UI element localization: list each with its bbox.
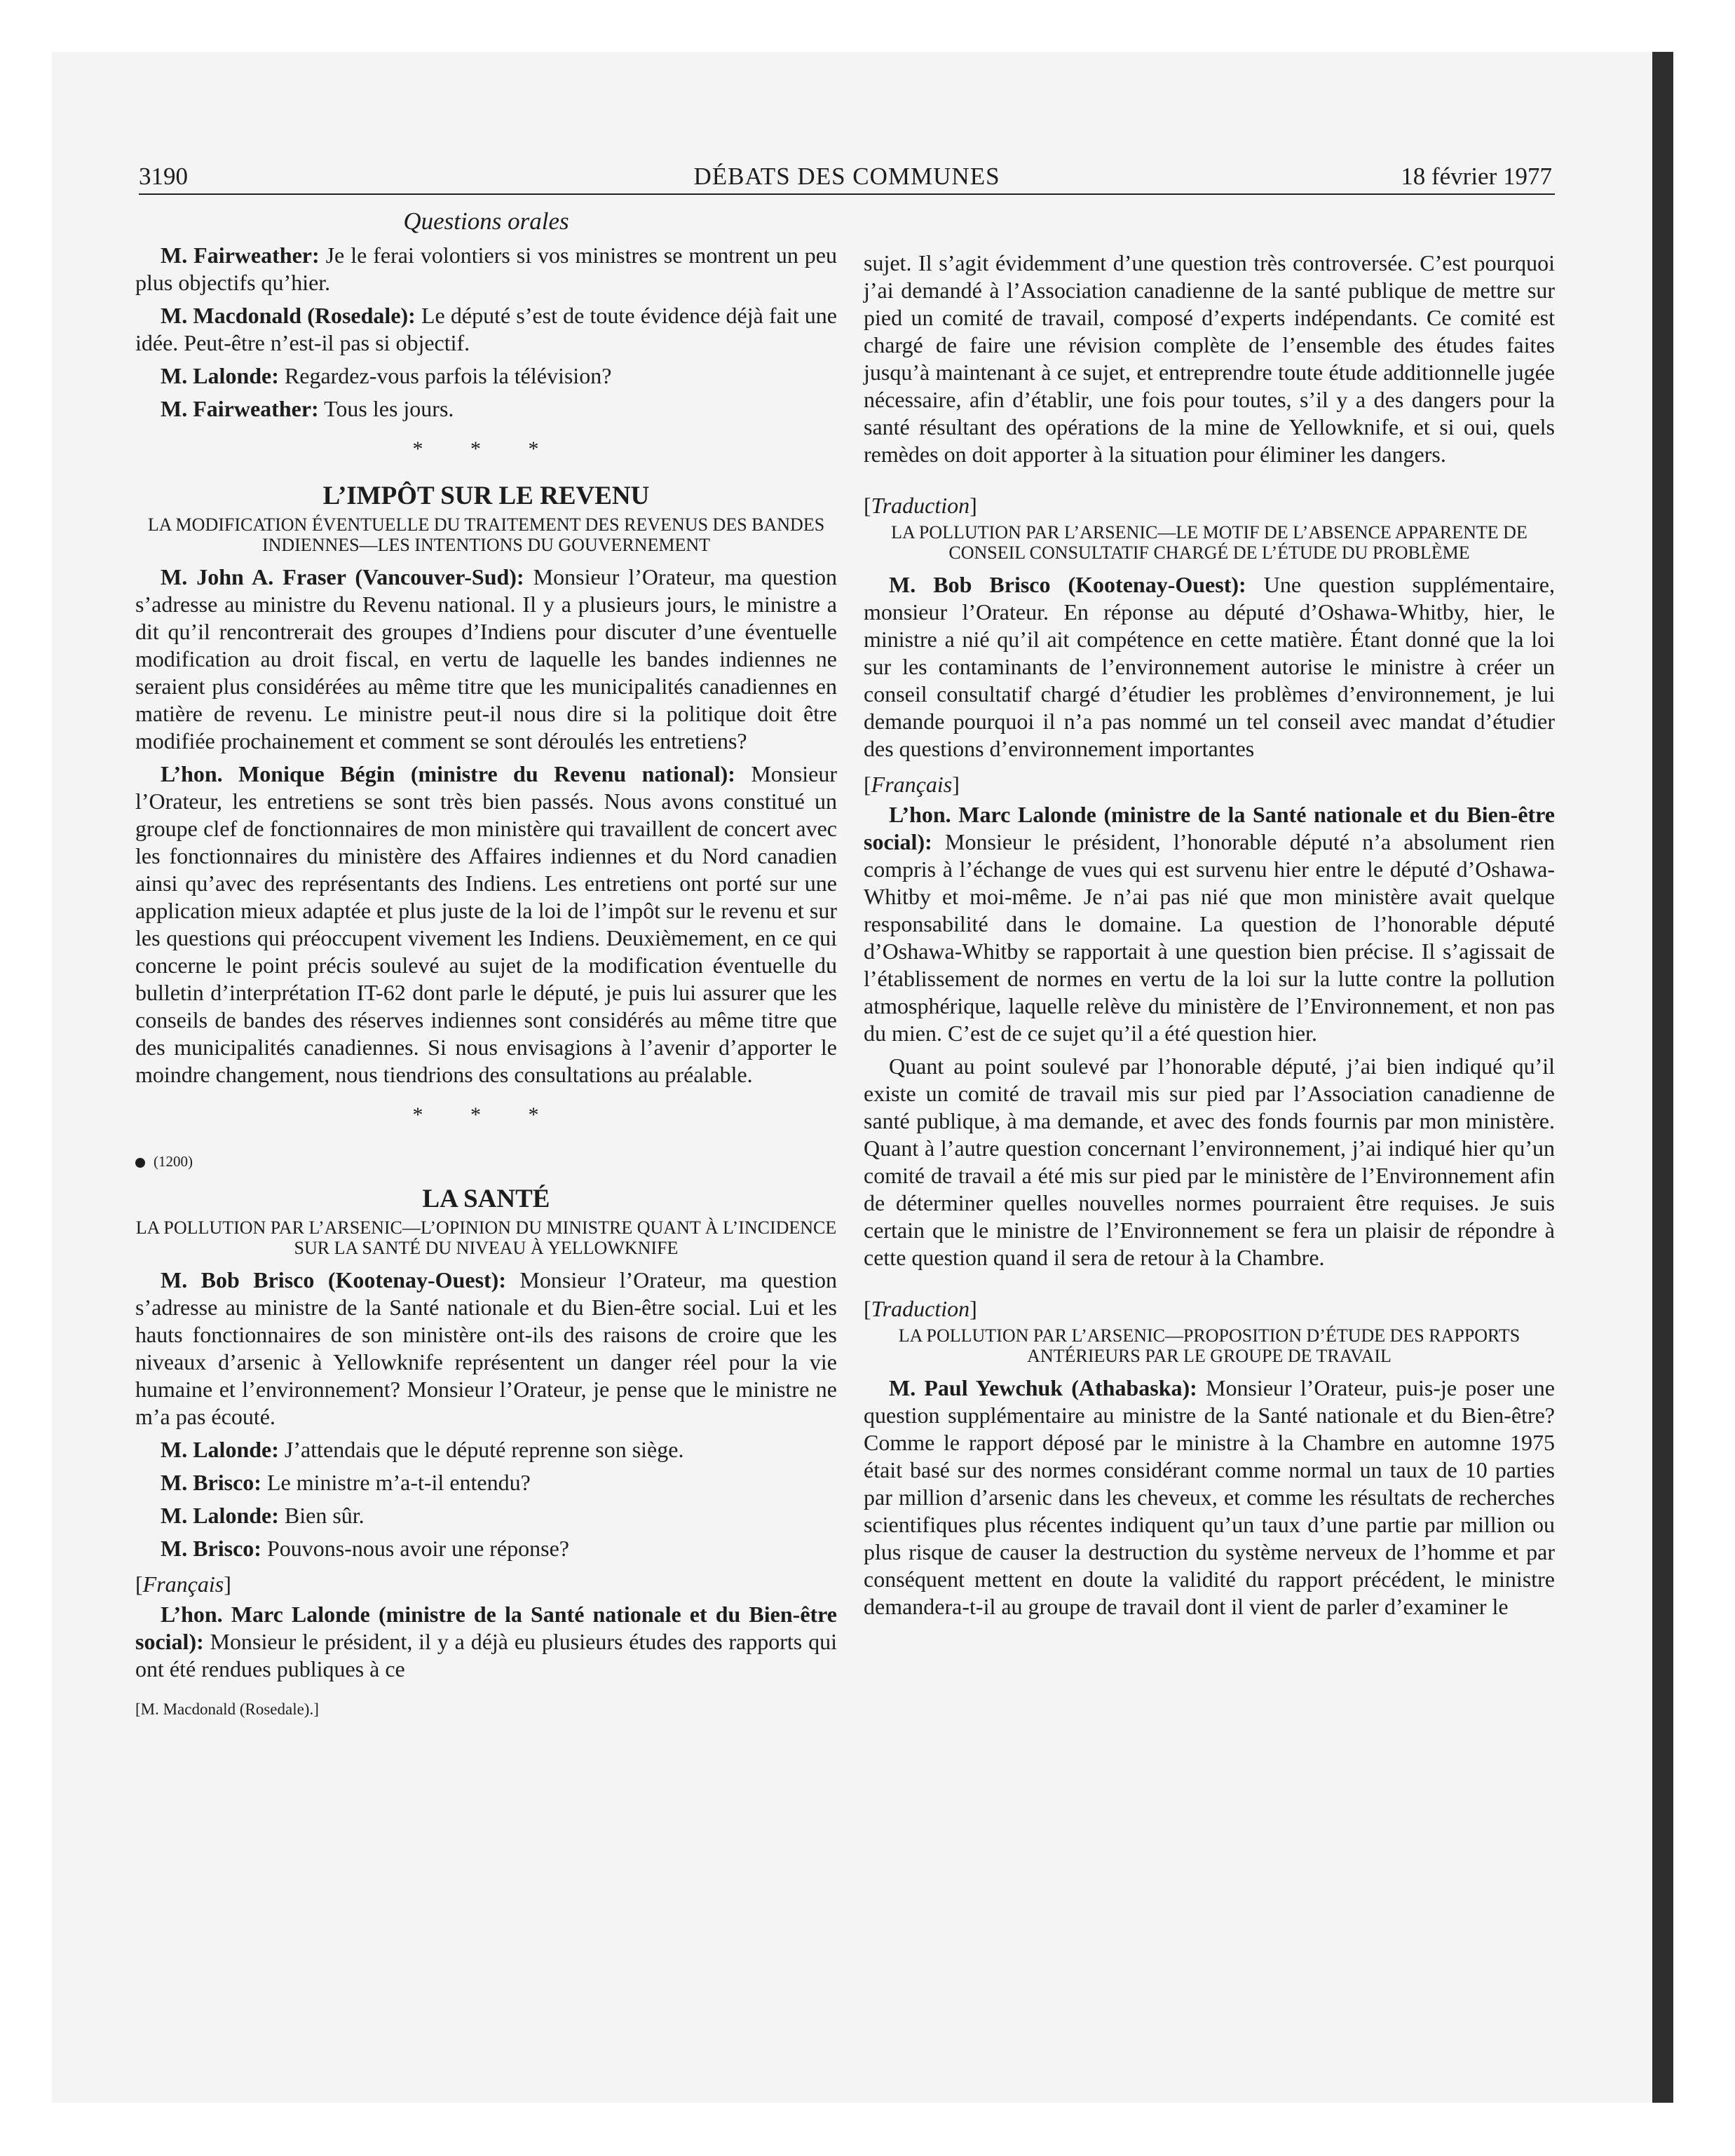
- language-marker: [Traduction]: [864, 493, 977, 518]
- speech-text: sujet. Il s’agit évidemment d’une question très controversée. C’est pourquoi j’ai demandé à l’Association canadienne de la santé publique de mettre sur pied un comité de travail, composé d’experts indépendants. Ce comité est chargé de faire une révision complète de l’ensemble des études faites jusqu’à maintenant à ce sujet, et entreprendre toute étude additionnelle jugée nécessaire, afin d’établir, une fois pour toutes, s’il y a des dangers pour la santé résultant des opérations de la mine de Yellowknife, et si oui, quels remèdes on doit apporter à la situation pour éliminer les dangers.: [864, 250, 1555, 467]
- section-separator: * * *: [412, 437, 560, 460]
- section-heading: L’IMPÔT SUR LE REVENU: [322, 482, 650, 510]
- speech-text: Pouvons-nous avoir une réponse?: [261, 1536, 569, 1561]
- speaker-name: M. Fairweather:: [161, 243, 320, 268]
- speaker-name: M. Brisco:: [161, 1536, 261, 1561]
- speaker-name: M. John A. Fraser (Vancouver-Sud):: [161, 564, 524, 589]
- speaker-name: M. Macdonald (Rosedale):: [161, 303, 416, 328]
- speech-text: Une question supplémentaire, monsieur l’Orateur. En réponse au député d’Oshawa-Whitby, hier, le ministre a nié qu’il ait compétence en cette matière. Étant donné que la loi sur les contaminants de l’environnement autorise le ministre à créer un conseil consultatif chargé d’étudier les problèmes d’environnement, je lui demande pourquoi il n’a pas nommé un tel conseil avec mandat d’étudier des questions d’environnement importantes: [864, 572, 1556, 761]
- paragraph: [864, 250, 1555, 468]
- paragraph: [135, 1502, 837, 1529]
- speech-text: Monsieur l’Orateur, puis-je poser une question supplémentaire au ministre de la Santé nationale et du Bien-être? Comme le rapport déposé par le ministre à la Chambre en automne 1975 était basé sur des normes considérant comme normal un taux de 10 parties par million d’arsenic dans les cheveux, et comme les résultats de recherches scientifiques plus récentes indiquent qu’un taux d’une partie par million ou plus risque de causer la destruction du système nerveux de l’homme et par conséquent mettent en doute la validité du rapport précédent, le ministre demandera-t-il au groupe de travail dont il vient de parler d’examiner le: [864, 1375, 1556, 1619]
- speech-text: Monsieur l’Orateur, ma question s’adresse au ministre de la Santé nationale et du Bien-être social. Lui et les hauts fonctionnaires de son ministère ont-ils des raisons de croire que les niveaux d’arsenic à Yellowknife représentent un danger réel pour la vie humaine et l’environnement? Monsieur l’Orateur, je pense que le ministre ne m’a pas écouté.: [135, 1267, 838, 1429]
- language-marker: [Français]: [135, 1571, 231, 1597]
- speech-text: Le député s’est de toute évidence déjà fait une idée. Peut-être n’est-il pas si objectif.: [135, 303, 838, 355]
- paragraph: [135, 1469, 837, 1496]
- speech-text: J’attendais que le député reprenne son siège.: [278, 1437, 684, 1462]
- time-marker: [135, 1148, 837, 1175]
- paragraph: [864, 1053, 1555, 1271]
- speech-text: Tous les jours.: [318, 396, 454, 421]
- paragraph: [135, 564, 837, 755]
- bullet-dot-icon: [135, 1158, 145, 1168]
- speaker-name: M. Lalonde:: [161, 1437, 279, 1462]
- paragraph: [864, 1374, 1555, 1621]
- speaker-name: L’hon. Marc Lalonde (ministre de la Santé nationale et du Bien-être social):: [864, 802, 1555, 854]
- speech-text: Monsieur le président, l’honorable député n’a absolument rien compris à l’échange de vues qui est survenu hier entre le député d’Oshawa-Whitby et moi-même. Je n’ai pas nié que mon ministère avait quelque responsabilité dans le domaine. La question de l’honorable député d’Oshawa-Whitby se rapportait à une question bien précise. Il s’agissait de l’établissement de normes en vertu de la loi sur la lutte contre la pollution atmosphérique, laquelle relève du ministère de l’Environnement, et non pas du mien. C’est de ce sujet qu’il a été question hier.: [864, 829, 1555, 1046]
- paragraph: [864, 801, 1555, 1047]
- speech-text: Monsieur l’Orateur, les entretiens se sont très bien passés. Nous avons constitué un groupe clef de fonctionnaires de mon ministère qui travaillent de concert avec les fonctionnaires du ministère des Affaires indiennes et du Nord canadien ainsi qu’avec des représentants des Indiens. Les entretiens ont porté sur une application mieux adaptée et plus juste de la loi de l’impôt sur le revenu et sur les questions qui préoccupent vivement les Indiens. Deuxièmement, en ce qui concerne le point précis soulevé au sujet de la modification éventuelle du bulletin d’interprétation IT-62 dont parle le député, je puis lui assurer que les conseils de bandes des réserves indiennes sont considérés au même titre que des municipalités canadiennes. Si nous envisagions à l’avenir d’apporter le moindre changement, nous tiendrions des consultations au préalable.: [135, 761, 838, 1087]
- paragraph: [135, 302, 837, 357]
- paragraph: [135, 1601, 837, 1683]
- section-subheading: LA POLLUTION PAR L’ARSENIC—LE MOTIF DE L’ABSENCE APPARENTE DE CONSEIL CONSULTATIF CHARGÉ DE L’ÉTUDE DU PROBLÈME: [891, 522, 1528, 563]
- speech-text: Le ministre m’a-t-il entendu?: [261, 1470, 531, 1495]
- language-label: Traduction: [871, 493, 970, 518]
- speaker-name: M. Lalonde:: [161, 363, 279, 388]
- paragraph: [135, 1535, 837, 1562]
- page-number: 3190: [139, 163, 188, 190]
- language-marker: [Traduction]: [864, 1296, 977, 1321]
- speech-text: Je le ferai volontiers si vos ministres se montrent un peu plus objectifs qu’hier.: [135, 243, 838, 295]
- section-subheading: LA POLLUTION PAR L’ARSENIC—PROPOSITION D’ÉTUDE DES RAPPORTS ANTÉRIEURS PAR LE GROUPE DE TRAVAIL: [898, 1325, 1520, 1366]
- speech-text: Regardez-vous parfois la télévision?: [278, 363, 612, 388]
- paragraph: [135, 242, 837, 296]
- speaker-name: L’hon. Monique Bégin (ministre du Revenu national):: [161, 761, 735, 786]
- section-separator: * * *: [412, 1103, 560, 1126]
- speaker-name: M. Lalonde:: [161, 1503, 279, 1528]
- language-label: Français: [871, 772, 953, 797]
- section-subheading: LA MODIFICATION ÉVENTUELLE DU TRAITEMENT DES REVENUS DES BANDES INDIENNES—LES INTENTIONS DU GOUVERNEMENT: [147, 514, 825, 555]
- section-heading: LA SANTÉ: [422, 1185, 550, 1213]
- speaker-name: M. Bob Brisco (Kootenay-Ouest):: [161, 1267, 506, 1292]
- paragraph: [135, 1436, 837, 1464]
- paragraph: [135, 362, 837, 390]
- language-marker: [Français]: [864, 772, 960, 797]
- speaker-name: M. Brisco:: [161, 1470, 261, 1495]
- speaker-name: M. Paul Yewchuk (Athabaska):: [889, 1375, 1197, 1400]
- publication-title: DÉBATS DES COMMUNES: [693, 163, 1000, 190]
- speech-text: Monsieur l’Orateur, ma question s’adresse au ministre du Revenu national. Il y a plusieurs jours, le ministre a dit qu’il rencontrerait des groupes d’Indiens pour discuter d’une éventuelle modification au droit fiscal, en vertu de laquelle les bandes indiennes ne seraient plus considérées au même titre que les municipalités canadiennes en matière de revenu. Le ministre peut-il nous dire si la politique doit être modifiée prochainement et comment se sont déroulés les entretiens?: [135, 564, 838, 753]
- page-date: 18 février 1977: [1401, 163, 1552, 190]
- paragraph: [135, 1267, 837, 1431]
- footer-note: [M. Macdonald (Rosedale).]: [135, 1700, 319, 1718]
- page-header: [139, 158, 1555, 195]
- speech-text: Quant au point soulevé par l’honorable député, j’ai bien indiqué qu’il existe un comité de travail mis sur pied par l’Association canadienne de santé publique, à ma demande, et avec des fonds fournis par mon ministère. Quant à l’autre question concernant l’environnement, j’ai indiqué hier qu’un comité de travail a été mis sur pied par le ministère de l’Environnement afin de déterminer quelles nouvelles normes pourraient être requises. Je suis certain que le ministre de l’Environnement se fera un plaisir de répondre à cette question quand il sera de retour à la Chambre.: [864, 1053, 1555, 1270]
- language-label: Traduction: [871, 1296, 970, 1321]
- section-subheading: LA POLLUTION PAR L’ARSENIC—L’OPINION DU MINISTRE QUANT À L’INCIDENCE SUR LA SANTÉ DU NIVEAU À YELLOWKNIFE: [135, 1217, 837, 1258]
- speech-text: Bien sûr.: [278, 1503, 365, 1528]
- paragraph: [135, 395, 837, 423]
- scan-edge-bar: [1652, 52, 1673, 2103]
- speaker-name: M. Bob Brisco (Kootenay-Ouest):: [889, 572, 1246, 597]
- right-column: [864, 250, 1555, 2100]
- time-marker-text: (1200): [154, 1153, 193, 1170]
- paragraph: [864, 571, 1555, 763]
- speaker-name: L’hon. Marc Lalonde (ministre de la Santé nationale et du Bien-être social):: [135, 1602, 837, 1654]
- speech-text: Monsieur le président, il y a déjà eu plusieurs études des rapports qui ont été rendues publiques à ce: [135, 1629, 837, 1681]
- left-column: [135, 207, 837, 2058]
- speaker-name: M. Fairweather:: [161, 396, 319, 421]
- paragraph: [135, 760, 837, 1089]
- language-label: Français: [142, 1571, 224, 1597]
- section-label: Questions orales: [403, 207, 569, 235]
